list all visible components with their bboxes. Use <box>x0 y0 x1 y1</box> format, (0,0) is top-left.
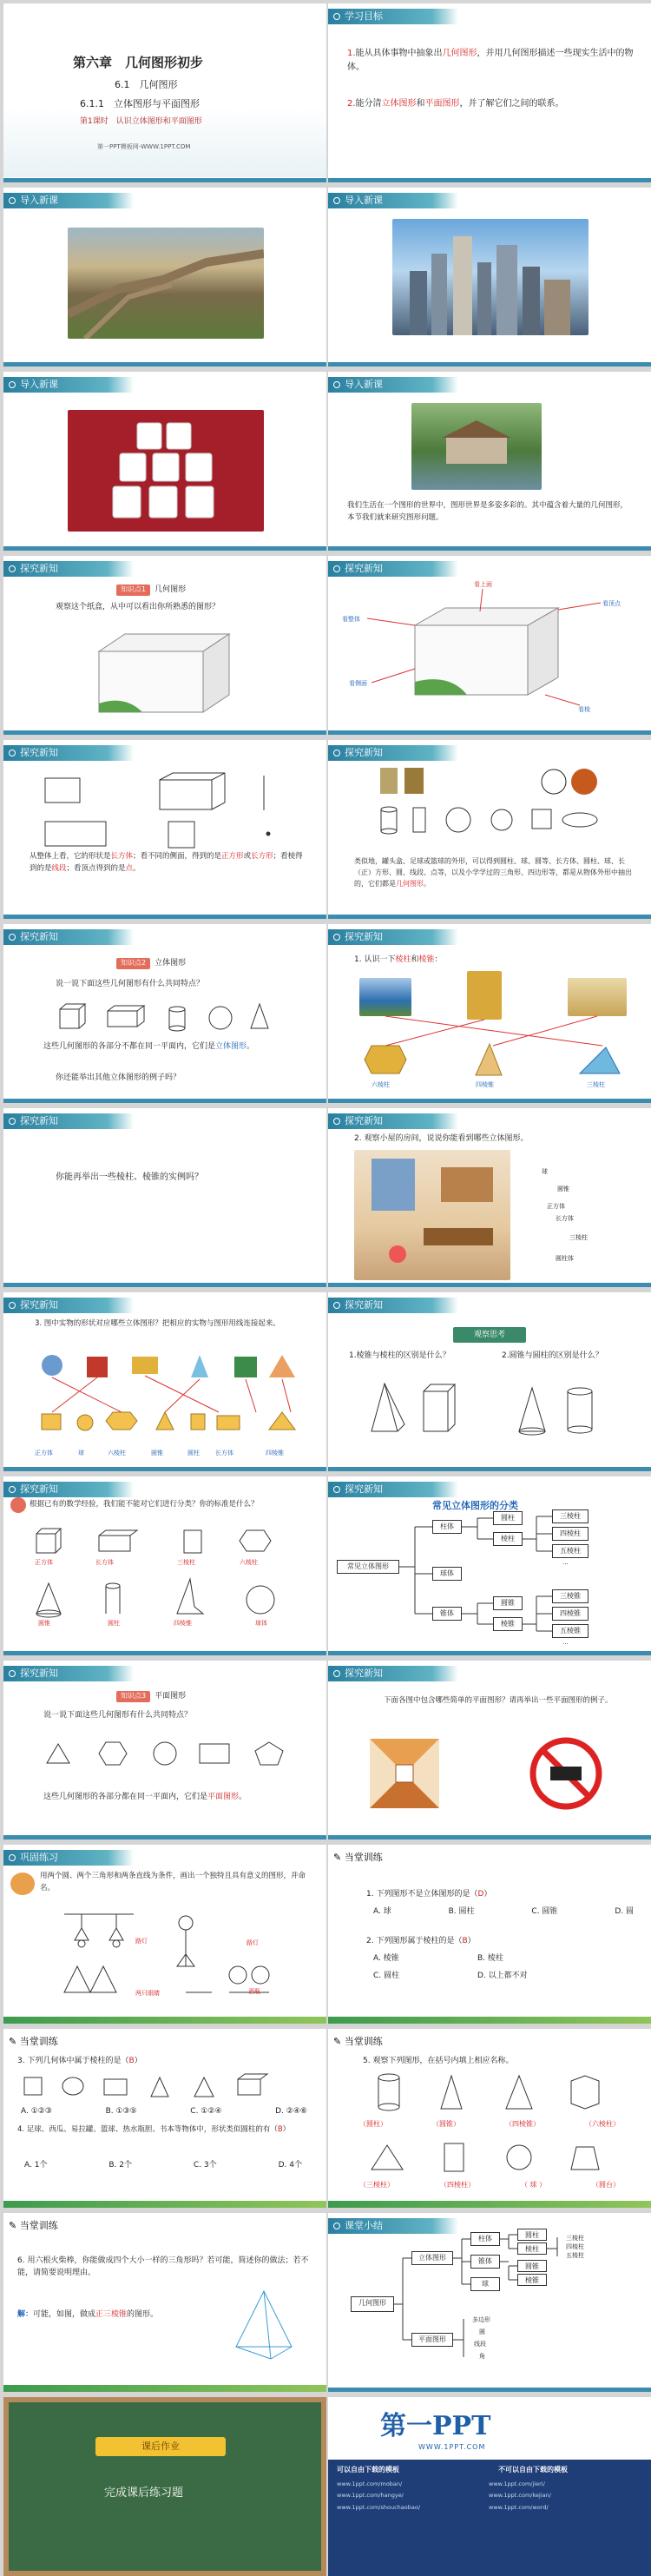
slide-summary[interactable] <box>328 2213 651 2392</box>
slide-intro-4[interactable] <box>328 372 651 551</box>
option-2: C. 圆锥 <box>531 1907 558 1916</box>
label-pentaprism: 五棱柱 <box>566 2252 584 2259</box>
shape-label-1: 长方体 <box>95 1559 114 1566</box>
slide-knowledge-1[interactable] <box>3 556 326 735</box>
link-1: www.1ppt.com/jieri/ <box>489 2480 545 2487</box>
slide-header: 探究新知 <box>3 1666 134 1681</box>
node-cone-solid: 锥体 <box>470 2255 500 2269</box>
slide-room[interactable] <box>328 1108 651 1287</box>
site-credit: 第一PPT模板网-WWW.1PPT.COM <box>97 143 191 150</box>
target-icon <box>9 381 16 388</box>
link-5: www.1ppt.com/word/ <box>489 2503 549 2511</box>
section-title: 6.1 几何图形 <box>115 79 178 90</box>
shape-label-2: 三棱柱 <box>177 1559 195 1566</box>
option-1: B. 2个 <box>108 2161 132 2170</box>
label-quadprism: 四棱柱 <box>566 2243 584 2250</box>
option-3: D. 以上都不对 <box>477 1972 528 1981</box>
sign-images <box>366 1735 609 1813</box>
slide-title[interactable] <box>3 3 326 182</box>
target-icon <box>9 197 16 204</box>
options-4 <box>24 2159 302 2171</box>
label-segment: 线段 <box>474 2341 486 2348</box>
footer-bar <box>328 546 651 551</box>
cups-photo <box>68 410 264 532</box>
option-3: D. 圆 <box>615 1907 634 1916</box>
target-icon <box>9 1302 16 1309</box>
question: 根据已有的数学经验，我们能不能对它们进行分类？你的标准是什么？ <box>30 1500 259 1509</box>
target-icon <box>9 565 16 572</box>
intro-text: 我们生活在一个图形的世界中，图形世界是多姿多彩的。其中蕴含着大量的几何图形，本节我们就来研究图形问题。 <box>347 501 628 522</box>
match-diagram <box>328 924 651 1103</box>
shape-label-3: 圆锥 <box>151 1450 163 1456</box>
pencil-icon: ✎ <box>333 2036 345 2047</box>
label-edge: 看棱 <box>578 706 590 713</box>
label-side: 看侧面 <box>349 680 367 687</box>
homework-text: 完成课后练习题 <box>104 2487 184 2500</box>
label-circle: 圆 <box>479 2328 485 2335</box>
footer-bar <box>328 1467 651 1471</box>
label-polygon: 多边形 <box>472 2316 490 2323</box>
options-3 <box>21 2105 307 2117</box>
slide-box-views[interactable] <box>328 556 651 735</box>
label-hexprism: 六棱柱 <box>372 1081 390 1088</box>
slide-objectives[interactable] <box>328 3 651 182</box>
target-icon <box>9 1118 16 1125</box>
slide-header: 探究新知 <box>3 929 134 945</box>
knowledge-point: 知识点3 平面图形 <box>116 1690 186 1702</box>
question-1: 1. 下列图形不是立体图形的是（D） <box>366 1890 492 1899</box>
label-triprism: 三棱柱 <box>566 2235 584 2242</box>
question-2: 2. 下列图形属于棱柱的是（B） <box>366 1937 476 1945</box>
slide-header: 探究新知 <box>328 929 458 945</box>
label-cuboid: 长方体 <box>556 1215 574 1222</box>
footer-bar <box>3 2201 326 2208</box>
slide-drill-2[interactable] <box>3 2029 326 2208</box>
footer-bar <box>3 1099 326 1103</box>
target-icon <box>333 1118 340 1125</box>
slide-prism-pyramid[interactable] <box>328 924 651 1103</box>
node-cylinder: 圆柱 <box>493 1511 523 1525</box>
answer-text: 解：可能，如图，做成正三棱锥的图形。 <box>17 2310 159 2319</box>
shape-label-6: 四棱锥 <box>174 1620 192 1627</box>
slide-header: 探究新知 <box>328 1113 458 1129</box>
slide-header: 探究新知 <box>3 561 134 577</box>
link-3: www.1ppt.com/kejian/ <box>489 2492 551 2500</box>
target-icon <box>9 934 16 941</box>
question: 2. 观察小屋的房间，说说你能看到哪些立体图形。 <box>354 1134 529 1143</box>
analysis-text: 从整体上看，它的形状是长方体；看不同的侧面，得到的是正方形或长方形；看棱得到的是线段；看顶点得到的是点。 <box>30 852 303 873</box>
pencil-icon: ✎ <box>9 2036 20 2047</box>
col2-title: 不可以自由下载的模板 <box>498 2466 568 2474</box>
slide-header: 导入新课 <box>328 193 458 208</box>
target-icon <box>333 1670 340 1677</box>
option-1: B. 圆柱 <box>448 1907 475 1916</box>
target-icon <box>333 197 340 204</box>
slide-header: 导入新课 <box>3 193 134 208</box>
shape-label-6: 四棱锥 <box>266 1450 284 1456</box>
answer-2: （ 球 ） <box>520 2181 547 2189</box>
option-0: A. 1个 <box>24 2161 48 2170</box>
think-banner: 观察思考 <box>453 1327 526 1343</box>
footer-bar <box>328 1283 651 1287</box>
question-1: 1.棱锥与棱柱的区别是什么？ <box>349 1351 450 1360</box>
lesson-title: 第1课时 认识立体图形和平面图形 <box>80 117 202 126</box>
slide-header: 学习目标 <box>328 9 458 24</box>
node-cylinder: 圆柱 <box>517 2229 547 2241</box>
slide-knowledge-2[interactable] <box>3 924 326 1103</box>
shape-label-4: 圆柱 <box>187 1450 200 1456</box>
city-buildings-photo <box>392 219 589 335</box>
node-cylinder-solid: 柱体 <box>432 1520 462 1534</box>
option-2: C. ①②④ <box>190 2107 222 2116</box>
node-pentaprism: 五棱柱 <box>552 1544 589 1558</box>
label-whole: 看整体 <box>342 616 360 623</box>
q3-shapes <box>21 2072 307 2102</box>
shape-label-3: 六棱柱 <box>240 1559 258 1566</box>
question-6: 6. 用六根火柴棒，你能做成四个大小一样的三角形吗？若可能，简述你的做法；若不能，请简要说明理由。 <box>17 2256 309 2278</box>
knowledge-point: 知识点2 立体图形 <box>116 957 186 969</box>
question: 说一说下面这些几何图形有什么共同特点？ <box>43 1711 193 1720</box>
pencil-icon: ✎ <box>9 2220 20 2231</box>
view-shapes <box>30 771 307 849</box>
slide-header: 探究新知 <box>328 561 458 577</box>
node-cone: 圆锥 <box>493 1596 523 1610</box>
options-1 <box>373 1906 634 1918</box>
question: 观察这个纸盒，从中可以看出你所熟悉的图形？ <box>56 603 220 611</box>
question: 1. 认识一下棱柱和棱锥： <box>354 955 443 964</box>
question: 3. 图中实物的形状对应哪些立体图形？把相应的实物与图形用线连接起来。 <box>35 1319 280 1328</box>
slide-matching[interactable] <box>3 1292 326 1471</box>
slide-header: 探究新知 <box>328 745 458 761</box>
option-3: D. ②④⑥ <box>275 2107 307 2116</box>
tetrahedron-figure <box>229 2286 299 2364</box>
shape-label-2: 六棱柱 <box>108 1450 126 1456</box>
footer-bar <box>3 178 326 182</box>
option-0: A. ①②③ <box>21 2107 52 2116</box>
match-shapes <box>35 1351 304 1438</box>
slide-ad[interactable] <box>328 2397 651 2576</box>
question: 下面各图中包含哪些简单的平面图形？请再举出一些平面图形的例子。 <box>384 1696 613 1705</box>
shape-label-1: 球 <box>78 1450 84 1456</box>
answer-0: （圆柱） <box>359 2120 387 2128</box>
slide-knowledge-3[interactable] <box>3 1661 326 1840</box>
label-vertex: 看顶点 <box>602 600 621 607</box>
question-2: 2.圆锥与圆柱的区别是什么？ <box>502 1351 603 1360</box>
link-0: www.1ppt.com/moban/ <box>337 2480 403 2487</box>
brand-url[interactable]: WWW.1PPT.COM <box>418 2443 486 2451</box>
goal-1: 1.能从具体事物中抽象出几何图形，并用几何图形描述一些现实生活中的物体。 <box>347 49 634 72</box>
slide-think[interactable] <box>328 1292 651 1471</box>
label-cone: 圆锥 <box>557 1186 569 1192</box>
option-1: B. ①③⑤ <box>105 2107 137 2116</box>
target-icon <box>333 13 340 20</box>
slide-drill-4[interactable] <box>3 2213 326 2392</box>
footer-bar <box>328 178 651 182</box>
slide-header: 探究新知 <box>328 1666 458 1681</box>
sub-title: 6.1.1 立体图形与平面图形 <box>80 98 200 109</box>
answer-text: 这些几何图形的各部分不都在同一平面内，它们是立体图形。 <box>43 1042 255 1051</box>
node-tripyramid: 三棱锥 <box>552 1589 589 1603</box>
label-streetlamp: 路灯 <box>135 1938 148 1945</box>
slide-header: 探究新知 <box>3 745 134 761</box>
footer-bar <box>3 546 326 551</box>
answer-2: （四棱锥） <box>505 2120 540 2128</box>
footer-bar <box>328 1099 651 1103</box>
node-prism: 棱柱 <box>493 1532 523 1546</box>
footer-bar <box>3 730 326 735</box>
goal-2: 2.能分清立体图形和平面图形，并了解它们之间的联系。 <box>347 99 564 109</box>
footer-bar <box>328 1651 651 1655</box>
answer-3: （圆台） <box>592 2181 620 2189</box>
target-icon <box>333 381 340 388</box>
node-pyramid: 棱锥 <box>517 2274 547 2286</box>
option-2: C. 3个 <box>193 2161 217 2170</box>
footer-bar <box>3 362 326 367</box>
link-list <box>337 2480 641 2512</box>
slide-box-analysis[interactable] <box>3 740 326 919</box>
target-icon <box>9 1486 16 1493</box>
thinking-icon <box>10 1497 26 1513</box>
footer-bar <box>3 915 326 919</box>
slide-header: ✎ 当堂训练 <box>328 2034 458 2050</box>
shape-label-5: 圆柱 <box>108 1620 120 1627</box>
slide-header: ✎ 当堂训练 <box>3 2218 134 2234</box>
question: 用两个圆、两个三角形和两条直线为条件，画出一个独特且具有意义的图形，并命名。 <box>40 1872 306 1892</box>
slide-intro-1[interactable] <box>3 188 326 367</box>
slide-header: 导入新课 <box>328 377 458 393</box>
option-3: D. 4个 <box>278 2161 302 2170</box>
slide-header: 课堂小结 <box>328 2218 458 2234</box>
label-cylinder: 圆柱体 <box>556 1255 574 1262</box>
footer-bar <box>328 2388 651 2392</box>
question-4: 4. 足球、西瓜、易拉罐、篮球、热水瓶胆、书本等物体中，形状类似圆柱的有（B） <box>17 2125 291 2134</box>
footer-bar <box>328 2201 651 2208</box>
object-shapes <box>363 766 623 853</box>
col1-title: 可以自由下载的模板 <box>337 2466 399 2474</box>
chapter-title: 第六章 几何图形初步 <box>73 55 204 70</box>
question-2: 你还能举出其他立体图形的例子吗？ <box>56 1073 181 1082</box>
question: 你能再举出一些棱柱、棱锥的实例吗？ <box>56 1172 203 1182</box>
footer-bar <box>328 915 651 919</box>
node-quadprism: 四棱柱 <box>552 1527 589 1541</box>
shape-label-7: 球体 <box>255 1620 267 1627</box>
slide-find-shapes[interactable] <box>328 1661 651 1840</box>
label-streetlamp-2: 路灯 <box>247 1939 259 1946</box>
option-0: A. 棱锥 <box>373 1954 399 1963</box>
tree-connectors <box>328 1476 651 1655</box>
target-icon <box>333 1302 340 1309</box>
slide-header: 导入新课 <box>3 377 134 393</box>
shape-label-5: 长方体 <box>215 1450 233 1456</box>
more-dots: ... <box>562 1639 569 1646</box>
footer-bar <box>328 362 651 367</box>
target-icon <box>333 750 340 756</box>
slide-header: 探究新知 <box>3 1113 134 1129</box>
footer-bar <box>328 730 651 735</box>
label-pyramid: 四棱锥 <box>476 1081 494 1088</box>
target-icon <box>9 1854 16 1861</box>
node-pyramid: 棱锥 <box>493 1617 523 1631</box>
slide-drill-1[interactable] <box>328 1845 651 2024</box>
ad-panel <box>328 2460 651 2576</box>
label-sphere: 球 <box>542 1168 548 1175</box>
node-pentapyramid: 五棱锥 <box>552 1624 589 1638</box>
homework-title: 课后作业 <box>95 2437 226 2456</box>
slide-header: 探究新知 <box>328 1298 458 1313</box>
slide-intro-3[interactable] <box>3 372 326 551</box>
q5-shapes <box>363 2072 623 2194</box>
answer-1: （四棱柱） <box>439 2181 475 2189</box>
slide-intro-2[interactable] <box>328 188 651 367</box>
footer-bar <box>3 2017 326 2024</box>
slide-practice[interactable] <box>3 1845 326 2024</box>
slide-header: ✎ 当堂训练 <box>3 2034 134 2050</box>
slide-header: 探究新知 <box>3 1298 134 1313</box>
option-2: C. 圆柱 <box>373 1972 400 1981</box>
drawn-examples <box>56 1906 281 2010</box>
label-angle: 角 <box>479 2353 485 2360</box>
slide-header: ✎ 当堂训练 <box>328 1850 458 1866</box>
classify-shapes <box>30 1527 307 1631</box>
question: 说一说下面这些几何图形有什么共同特点？ <box>56 980 205 988</box>
node-solid: 立体图形 <box>411 2251 453 2265</box>
slide-homework[interactable] <box>3 2397 326 2576</box>
footer-bar <box>3 2385 326 2392</box>
plane-shapes <box>43 1739 295 1768</box>
node-cone-solid: 锥体 <box>432 1607 462 1621</box>
answer-text: 这些几何图形的各部分都在同一平面内，它们是平面图形。 <box>43 1793 247 1801</box>
answers-row-2 <box>359 2180 620 2191</box>
question-5: 5. 观察下列图形，在括号内填上相应名称。 <box>363 2057 514 2065</box>
node-quadpyramid: 四棱锥 <box>552 1607 589 1621</box>
slide-objects-shapes[interactable] <box>328 740 651 919</box>
answer-3: （六棱柱） <box>585 2120 620 2128</box>
footer-bar <box>3 1651 326 1655</box>
target-icon <box>9 750 16 756</box>
answers-row-1 <box>359 2119 620 2130</box>
footer-bar <box>328 1835 651 1840</box>
node-sphere: 球体 <box>432 1567 462 1581</box>
answer-0: （三棱柱） <box>359 2181 394 2189</box>
label-cube: 正方体 <box>547 1203 565 1210</box>
label-eyes: 两只眼睛 <box>135 1990 160 1997</box>
pointer-lines <box>328 556 651 735</box>
slide-header: 探究新知 <box>328 1482 458 1497</box>
slide-header: 探究新知 <box>3 1482 134 1497</box>
knowledge-point: 知识点1 几何图形 <box>116 584 186 596</box>
slide-classification-tree[interactable] <box>328 1476 651 1655</box>
label-bottle: 酒瓶 <box>248 1988 260 1995</box>
option-0: A. 球 <box>373 1907 391 1916</box>
garden-photo <box>411 403 542 490</box>
link-2: www.1ppt.com/hangye/ <box>337 2492 404 2500</box>
paint-icon <box>10 1873 35 1895</box>
link-4: www.1ppt.com/shouchaobao/ <box>337 2503 421 2511</box>
options-2 <box>373 1952 582 1983</box>
tree-root: 常见立体图形 <box>337 1560 399 1574</box>
node-prism: 棱柱 <box>517 2242 547 2255</box>
brand-logo: 第一PPT <box>380 2411 491 2441</box>
tree-title: 常见立体图形的分类 <box>432 1500 518 1511</box>
footer-bar <box>3 1835 326 1840</box>
node-root: 几何图形 <box>351 2296 394 2312</box>
slide-classify[interactable] <box>3 1476 326 1655</box>
slide-header: 巩固练习 <box>3 1850 134 1866</box>
compare-shapes <box>363 1379 623 1440</box>
label-triprism: 三棱柱 <box>587 1081 605 1088</box>
slide-examples[interactable] <box>3 1108 326 1287</box>
more-dots: ... <box>562 1559 569 1566</box>
target-icon <box>9 1670 16 1677</box>
node-plane: 平面图形 <box>411 2333 453 2347</box>
question-3: 3. 下列几何体中属于棱柱的是（B） <box>17 2057 142 2065</box>
slide-drill-3[interactable] <box>328 2029 651 2208</box>
summary-connectors <box>328 2213 651 2392</box>
footer-bar <box>3 1467 326 1471</box>
label-top: 看上面 <box>474 581 492 588</box>
box-illustration <box>90 625 238 721</box>
footer-bar <box>328 2017 651 2024</box>
solid-shapes <box>56 1001 281 1035</box>
footer-bar <box>3 1283 326 1287</box>
node-ball: 球 <box>470 2277 500 2291</box>
great-wall-photo <box>68 228 264 339</box>
label-triprism: 三棱柱 <box>569 1234 588 1241</box>
objects-text: 类似地，罐头盒、足球或篮球的外形，可以得到圆柱、球、圆等、长方体、圆柱、球、长（正）方形、圆、线段、点等，以及小学学过的三角形、四边形等，都是从物体外形中抽出的，它们都是几何图形。 <box>354 857 632 888</box>
shape-label-4: 圆锥 <box>38 1620 50 1627</box>
room-photo <box>354 1150 510 1280</box>
node-prism-solid: 柱体 <box>470 2232 500 2246</box>
pencil-icon: ✎ <box>333 1852 345 1863</box>
option-1: B. 棱柱 <box>477 1954 503 1963</box>
shape-label-0: 正方体 <box>35 1559 53 1566</box>
shape-label-0: 正方体 <box>35 1450 53 1456</box>
node-cone: 圆锥 <box>517 2260 547 2272</box>
node-triprism: 三棱柱 <box>552 1509 589 1523</box>
answer-1: （圆锥） <box>432 2120 460 2128</box>
